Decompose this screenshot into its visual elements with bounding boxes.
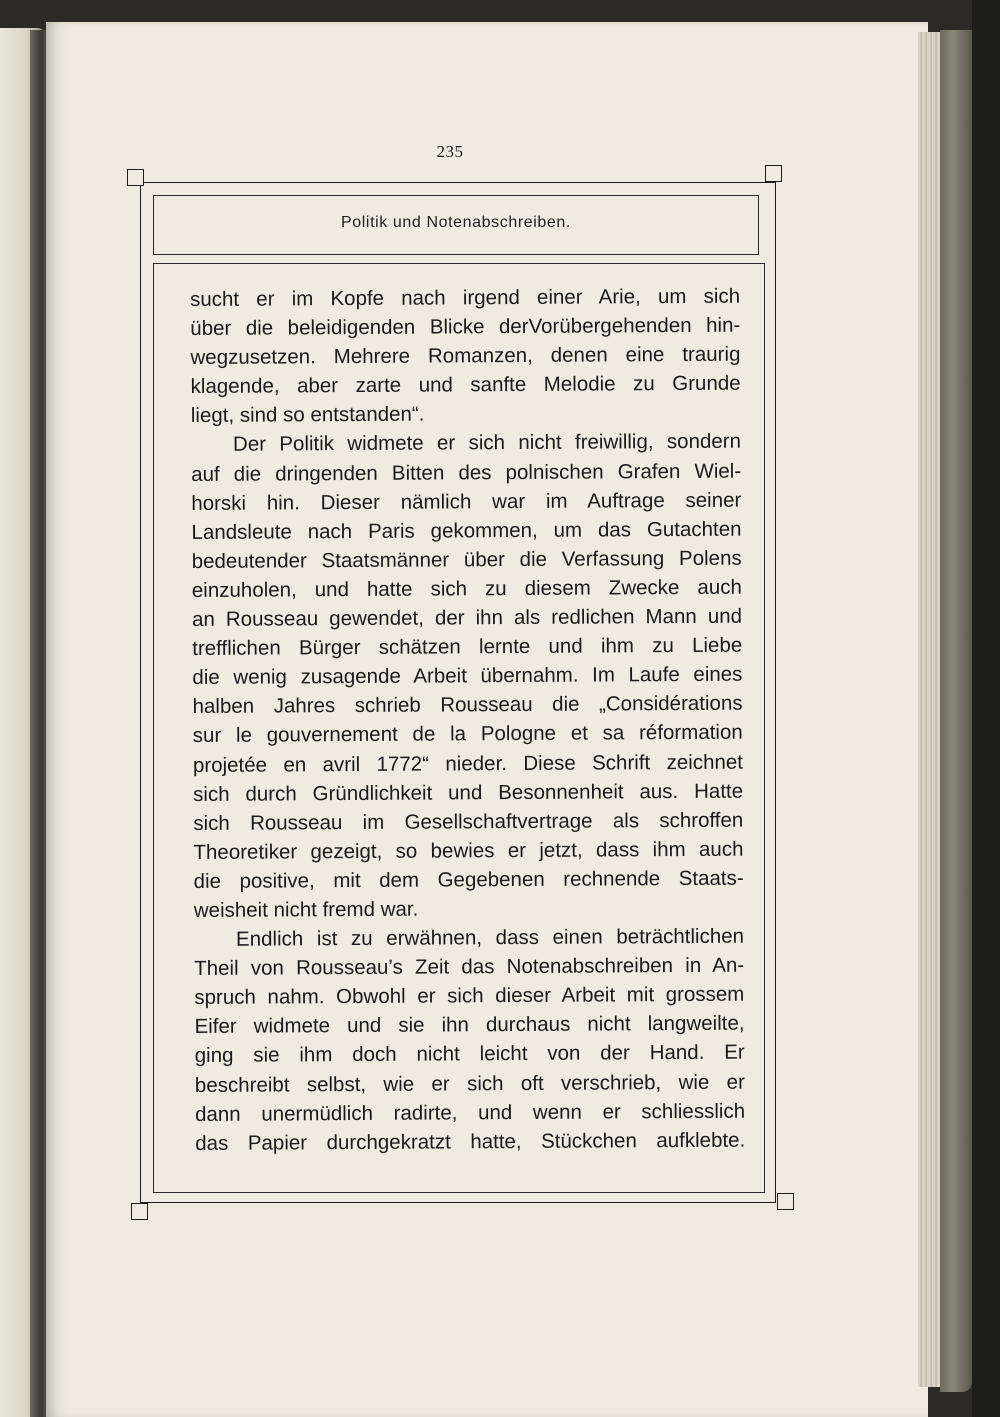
scanner-background <box>972 0 1000 1417</box>
text-line: horski hin. Dieser nämlich war im Auftrage seiner <box>191 488 742 515</box>
frame-corner-top-right <box>765 165 782 182</box>
text-line: an Rousseau gewendet, der ihn als redlichen Mann und <box>191 604 743 632</box>
frame-corner-top-left <box>127 169 144 186</box>
text-line: weisheit nicht fremd war. <box>193 897 419 922</box>
text-line: spruch nahm. Obwohl er sich dieser Arbeit mit grossem <box>194 982 745 1010</box>
text-line: einzuholen, und hatte sich zu diesem Zwecke auch <box>191 575 742 602</box>
text-line: beschreibt selbst, wie er sich oft verschrieb, wie er <box>194 1070 745 1097</box>
text-line: das Papier durchgekratzt hatte, Stückchen aufklebte. <box>195 1128 746 1155</box>
page-number: 235 <box>436 142 464 161</box>
text-line: klagende, aber zarte und sanfte Melodie zu Grunde <box>190 371 741 399</box>
text-line: die positive, mit dem Gegebenen rechnende Staats- <box>193 866 744 893</box>
text-line: Theil von Rousseau’s Zeit das Notenabschreiben in An- <box>194 953 745 981</box>
running-head: Politik und Notenabschreiben. <box>341 214 571 231</box>
text-line: ging sie ihm doch nicht leicht von der Hand. Er <box>194 1041 745 1068</box>
text-line: über die beleidigenden Blicke derVorübergehenden hin- <box>190 313 741 341</box>
body-text <box>190 282 745 1158</box>
frame-corner-bottom-right <box>777 1193 794 1210</box>
text-line: Endlich ist zu erwähnen, dass einen beträchtlichen <box>235 924 745 951</box>
text-line: liegt, sind so entstanden“. <box>190 402 425 428</box>
text-line: dann unermüdlich radirte, und wenn er schliesslich <box>194 1099 746 1126</box>
text-line: sur le gouvernement de la Pologne et sa réformation <box>192 721 743 748</box>
text-line: Der Politik widmete er sich nicht freiwillig, sondern <box>232 430 742 457</box>
text-line: die wenig zusagende Arbeit übernahm. Im Laufe eines <box>192 662 743 690</box>
text-line: sich durch Gründlichkeit und Besonnenheit aus. Hatte <box>193 779 744 806</box>
text-line: sich Rousseau im Gesellschaftvertrage als schroffen <box>193 808 744 835</box>
text-line: Eifer widmete und sie ihn durchaus nicht langweilte, <box>194 1011 745 1039</box>
text-line: projetée en avril 1772“ nieder. Diese Schrift zeichnet <box>192 750 743 777</box>
text-line: Theoretiker gezeigt, so bewies er jetzt, dass ihm auch <box>193 837 744 864</box>
text-line: trefflichen Bürger schätzen lernte und ihm zu Liebe <box>192 633 743 661</box>
text-line: bedeutender Staatsmänner über die Verfassung Polens <box>191 546 742 573</box>
text-line: auf die dringenden Bitten des polnischen Grafen Wiel- <box>191 459 742 486</box>
text-line: halben Jahres schrieb Rousseau die „Considérations <box>192 691 743 719</box>
frame-corner-bottom-left <box>131 1203 148 1220</box>
text-line: Landsleute nach Paris gekommen, um das Gutachten <box>191 517 742 544</box>
book-cover-edge <box>940 30 972 1392</box>
text-line: wegzusetzen. Mehrere Romanzen, denen eine traurig <box>190 342 741 370</box>
text-line: sucht er im Kopfe nach irgend einer Arie, um sich <box>190 284 741 311</box>
